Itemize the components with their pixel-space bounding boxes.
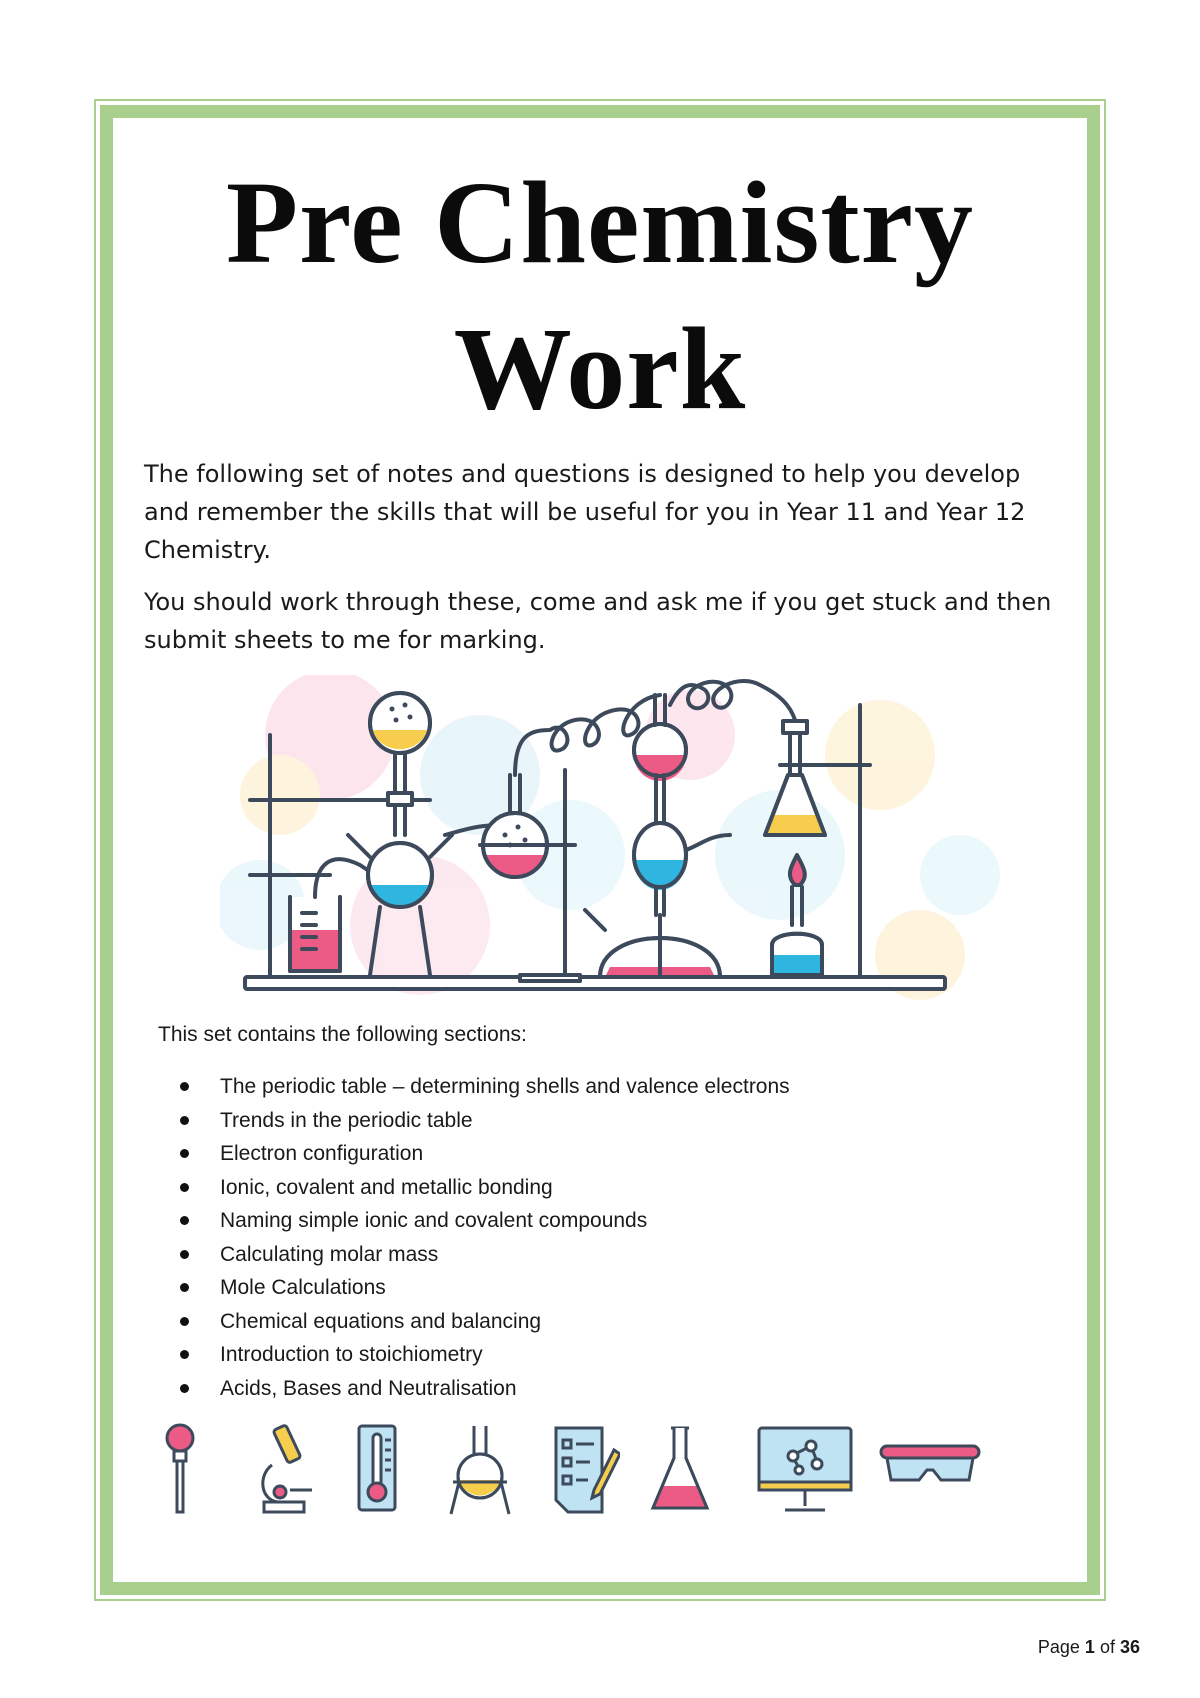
list-item: Acids, Bases and Neutralisation	[180, 1372, 790, 1406]
of-label: of	[1099, 1637, 1115, 1657]
intro-paragraph-1: The following set of notes and questions is designed to help you develop and remember the skills that will be useful for you in Year 11 and Year 12 Chemistry.	[144, 460, 1026, 564]
intro-text	[144, 455, 1054, 673]
sections-list	[180, 1070, 790, 1405]
sections-intro: This set contains the following sections:	[158, 1023, 527, 1046]
bullet-icon	[180, 1183, 189, 1192]
page-current: 1	[1084, 1637, 1095, 1657]
thermometer-icon	[355, 1420, 400, 1520]
icon-row	[150, 1420, 1050, 1520]
microscope-icon	[250, 1420, 320, 1520]
list-item: Naming simple ionic and covalent compounds	[180, 1204, 790, 1238]
molecule-monitor-icon	[755, 1420, 855, 1520]
bullet-icon	[180, 1116, 189, 1125]
list-item: The periodic table – determining shells and valence electrons	[180, 1070, 790, 1104]
list-item: Electron configuration	[180, 1137, 790, 1171]
bullet-icon	[180, 1317, 189, 1326]
bullet-icon	[180, 1082, 189, 1091]
list-item: Ionic, covalent and metallic bonding	[180, 1171, 790, 1205]
list-item: Introduction to stoichiometry	[180, 1338, 790, 1372]
bullet-icon	[180, 1384, 189, 1393]
safety-goggles-icon	[875, 1420, 985, 1520]
list-item: Trends in the periodic table	[180, 1104, 790, 1138]
bullet-icon	[180, 1216, 189, 1225]
list-item: Mole Calculations	[180, 1271, 790, 1305]
bullet-icon	[180, 1149, 189, 1158]
page-title	[100, 150, 1100, 442]
page-label: Page	[1037, 1637, 1080, 1657]
bullet-icon	[180, 1283, 189, 1292]
checklist-icon	[550, 1420, 620, 1520]
conical-flask-icon	[645, 1420, 715, 1520]
intro-paragraph-2: You should work through these, come and ask me if you get stuck and then submit sheets to me for marking.	[144, 588, 1052, 654]
title-line-1: Pre Chemistry	[225, 157, 975, 288]
page-number	[1000, 1637, 1140, 1658]
bullet-icon	[180, 1350, 189, 1359]
bullet-icon	[180, 1250, 189, 1259]
flask-stand-icon	[445, 1420, 515, 1520]
page-total: 36	[1119, 1637, 1140, 1657]
list-item: Calculating molar mass	[180, 1238, 790, 1272]
title-line-2: Work	[453, 303, 747, 434]
pipette-icon	[160, 1420, 200, 1520]
chemistry-lab-illustration	[220, 675, 1000, 1005]
list-item: Chemical equations and balancing	[180, 1305, 790, 1339]
